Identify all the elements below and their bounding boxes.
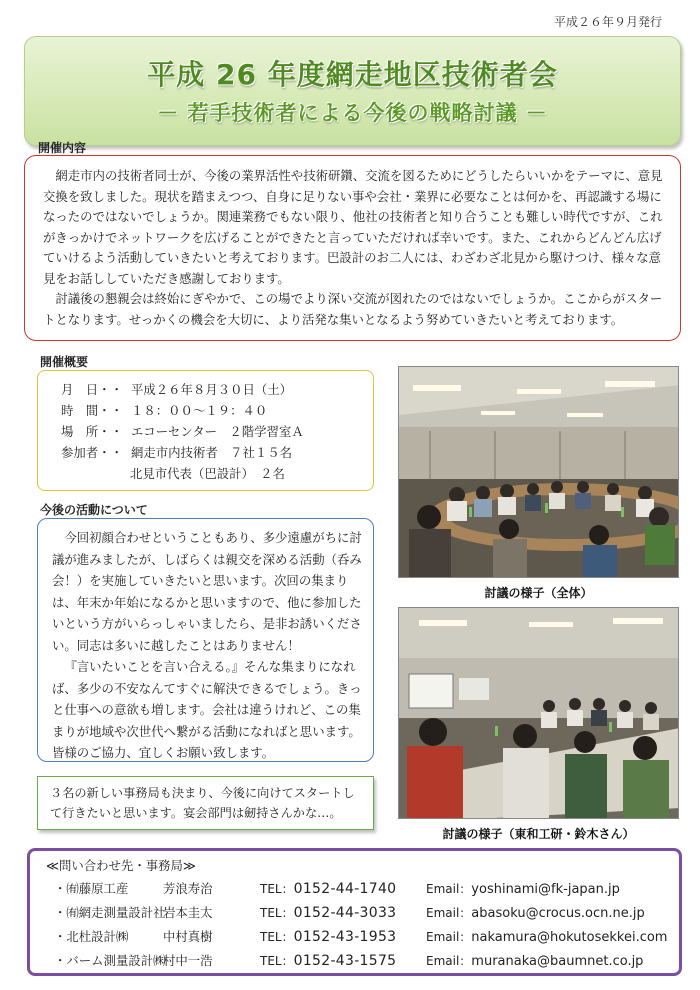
- contact-tel: [260, 949, 396, 973]
- tel-number: 0152-43-1575: [293, 953, 397, 969]
- contact-email: [426, 949, 643, 974]
- future-box: [37, 518, 374, 762]
- email-label: Email：: [426, 906, 472, 920]
- email-address: nakamura@hokutosekkei.com: [471, 930, 668, 945]
- future-paragraph: 『言いたいことを言い合える。』そんな集まりになれば、多少の不安なんてすぐに解決できるでしょう。きっと仕事への意欲も増します。会社は違うけれど、この集まりが地域や次世代へ繋がる活動になればと思います。皆様のご協力、宜しくお願い致します。: [52, 659, 362, 760]
- contact-name: 岩本圭太: [163, 905, 213, 920]
- contact-org: ・㈲藤原工産: [54, 881, 129, 896]
- contact-box: [27, 848, 682, 976]
- contact-email: [426, 901, 645, 926]
- email-address: yoshinami@fk-japan.jp: [471, 882, 620, 897]
- section-label-future: 今後の活動について: [40, 503, 148, 517]
- contact-org: ・㈲網走測量設計社: [54, 905, 166, 920]
- contact-tel: [260, 877, 396, 901]
- contact-title: ≪問い合わせ先・事務局≫: [46, 858, 196, 873]
- contact-name: 中村真樹: [163, 929, 213, 944]
- content-paragraph: 網走市内の技術者同士が、今後の業界活性や技術研鑽、交流を図るためにどうしたらいいかをテーマに、意見交換を致しました。現状を踏まえつつ、自身に足りない事や会社・業界に必要なことは何かを、再認識する場になったのではないでしょうか。関連業務でもない限り、他社の技術者と知り合うことも難しい時代ですが、これがきっかけでネットワークを広げることができたと言っていただければ幸いです。また、これからどんどん広げていけるよう活動していきたいと考えております。巴設計のお二人には、わざわざ北見から駆けつけ、様々な意見をお話ししていただき感謝しております。: [43, 168, 663, 286]
- content-box: [24, 155, 681, 341]
- tel-number: 0152-44-1740: [293, 881, 397, 897]
- issue-date: 平成２６年９月発行: [553, 15, 662, 29]
- email-label: Email：: [426, 954, 472, 968]
- contact-row: [46, 901, 679, 925]
- email-label: Email：: [426, 882, 472, 896]
- contact-org: ・バーム測量設計㈱: [54, 953, 166, 968]
- overview-extra: 北見市代表（巴設計） ２名: [130, 466, 285, 481]
- tel-label: TEL：: [260, 882, 294, 896]
- meeting-photo-overall: [398, 366, 679, 578]
- contact-row: [46, 877, 679, 901]
- tel-number: 0152-43-1953: [293, 929, 397, 945]
- contact-row: [46, 949, 679, 973]
- meeting-photo-speaker: [398, 607, 679, 819]
- note-box: ３名の新しい事務局も決まり、今後に向けてスタートして行きたいと思います。宴会部門は劒持さんかな…。: [37, 776, 374, 830]
- contact-row: [46, 925, 679, 949]
- overview-row: [61, 442, 373, 463]
- contact-tel: [260, 901, 396, 925]
- contact-email: [426, 877, 620, 902]
- tel-label: TEL：: [260, 906, 294, 920]
- overview-value: 網走市内技術者 ７社１５名: [131, 445, 293, 460]
- overview-key: 場 所・・: [61, 424, 123, 439]
- page-title: 平成 26 年度網走地区技術者会: [147, 58, 558, 91]
- content-paragraph: 討議後の懇親会は終始にぎやかで、この場でより深い交流が図れたのではないでしょうか。ここからがスタートとなります。せっかくの機会を大切に、より活発な集いとなるよう努めていきたいと考えております。: [43, 291, 663, 327]
- title-banner: [24, 36, 681, 146]
- overview-key: 参加者・・: [61, 445, 123, 460]
- contact-name: 村中一浩: [163, 953, 213, 968]
- future-paragraph: 今回初顔合わせということもあり、多少遠慮がちに討議が進みましたが、しばらくは親交を深める活動（呑み会！）を実施していきたいと思います。次回の集まりは、年末か年始になるかと思いますので、他に参加したいという方がいらっしゃいましたら、是非お誘いください。同志は多いに越したことはありません！: [52, 530, 362, 653]
- contact-email: [426, 925, 667, 950]
- photo-caption: 討議の様子（全体）: [484, 586, 593, 600]
- tel-label: TEL：: [260, 954, 294, 968]
- overview-value: エコーセンター ２階学習室Ａ: [131, 424, 304, 439]
- email-address: abasoku@crocus.ocn.ne.jp: [471, 906, 645, 921]
- email-address: muranaka@baumnet.co.jp: [471, 954, 644, 969]
- contact-tel: [260, 925, 396, 949]
- tel-number: 0152-44-3033: [293, 905, 397, 921]
- overview-box: [37, 370, 374, 491]
- overview-row: [61, 400, 373, 421]
- section-label-overview: 開催概要: [40, 355, 89, 369]
- overview-value: １８：００～１９：４０: [131, 403, 268, 418]
- tel-label: TEL：: [260, 930, 294, 944]
- photo-caption: 討議の様子（東和工研・鈴木さん）: [442, 827, 635, 841]
- email-label: Email：: [426, 930, 472, 944]
- overview-row: [61, 379, 373, 400]
- contact-name: 芳浪寿治: [163, 881, 213, 896]
- overview-key: 月 日・・: [61, 382, 123, 397]
- page-subtitle: － 若手技術者による今後の戦略討議 －: [157, 101, 548, 125]
- contact-org: ・北杜設計㈱: [54, 929, 129, 944]
- overview-value: 平成２６年８月３０日（土）: [131, 382, 293, 397]
- overview-key: 時 間・・: [61, 403, 123, 418]
- section-label-content: 開催内容: [38, 141, 87, 155]
- overview-row: [61, 421, 373, 442]
